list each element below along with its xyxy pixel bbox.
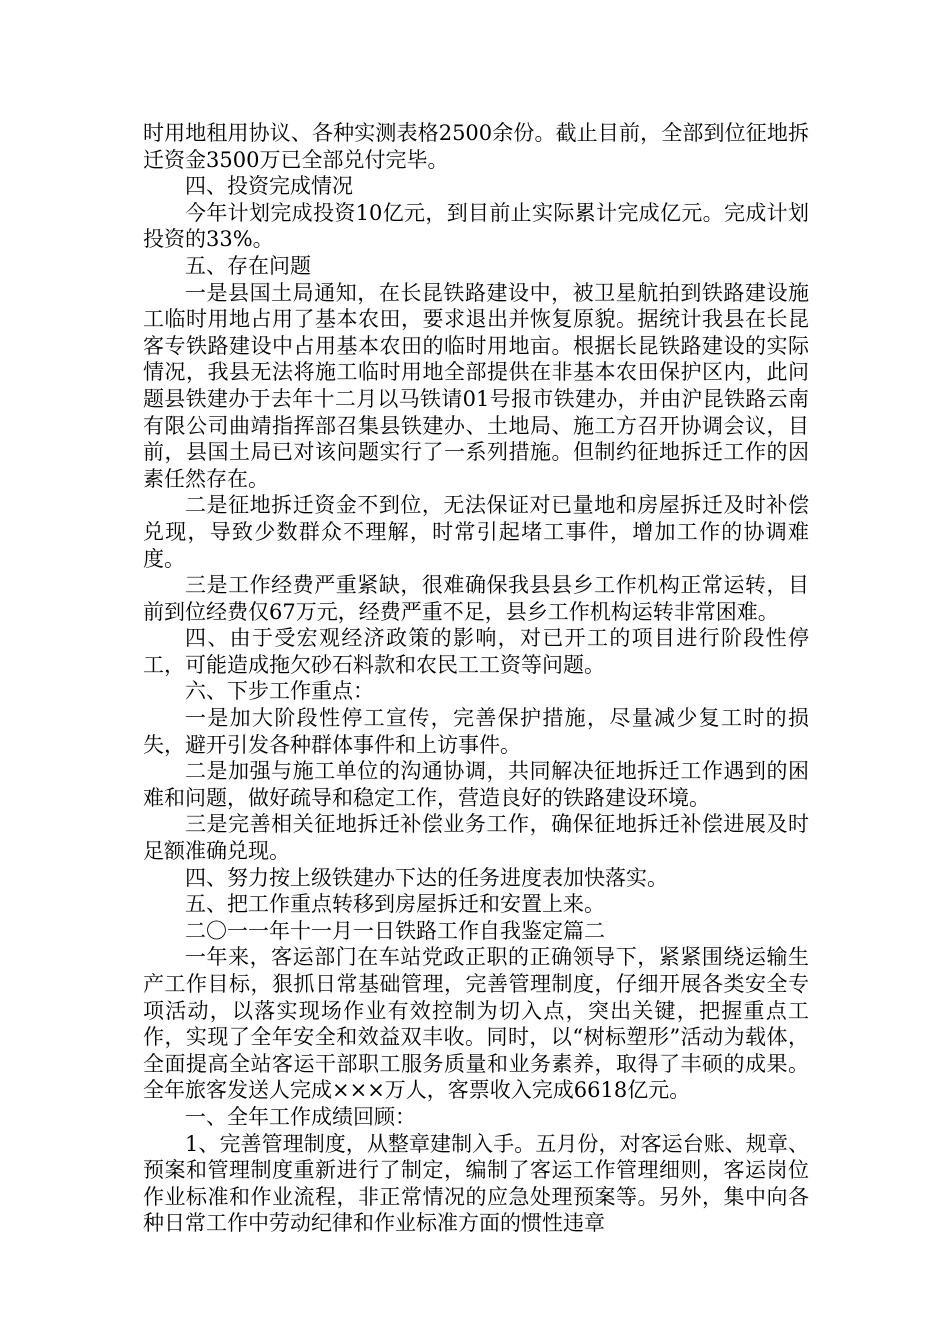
paragraph: 二是征地拆迁资金不到位，无法保证对已量地和房屋拆迁及时补偿兑现，导致少数群众不理解，时常引起堵工事件，增加工作的协调难度。	[143, 493, 809, 571]
paragraph: 一、全年工作成绩回顾：	[185, 1104, 416, 1129]
paragraph: 三是工作经费严重紧缺，很难确保我县县乡工作机构正常运转，目前到位经费仅67万元，经费严重不足，县乡工作机构运转非常困难。	[143, 573, 809, 624]
paragraph: 二是加强与施工单位的沟通协调，共同解决征地拆迁工作遇到的困难和问题，做好疏导和稳定工作，营造良好的铁路建设环境。	[143, 759, 809, 810]
paragraph: 一是加大阶段性停工宣传，完善保护措施，尽量减少复工时的损失，避开引发各种群体事件和上访事件。	[143, 706, 809, 757]
paragraph: 一年来，客运部门在车站党政正职的正确领导下，紧紧围绕运输生产工作目标，狠抓日常基础管理，完善管理制度，仔细开展各类安全专项活动，以落实现场作业有效控制为切入点，突出关键，把握重点工作，实现了全年安全和效益双丰收。同时，以“树标塑形”活动为载体，全面提高全站客运干部职工服务质量和业务素养，取得了丰硕的成果。全年旅客发送人完成×××万人，客票收入完成6618亿元。	[143, 945, 809, 1103]
paragraph: 四、投资完成情况	[185, 174, 353, 199]
paragraph: 四、由于受宏观经济政策的影响，对已开工的项目进行阶段性停工，可能造成拖欠砂石料款和农民工工资等问题。	[143, 626, 809, 677]
paragraph: 1、完善管理制度，从整章建制入手。五月份，对客运台账、规章、预案和管理制度重新进行了制定，编制了客运工作管理细则，客运岗位作业标准和作业流程，非正常情况的应急处理预案等。另外，集中向各种日常工作中劳动纪律和作业标准方面的惯性违章	[143, 1131, 809, 1236]
paragraph: 二〇一一年十一月一日铁路工作自我鉴定篇二	[185, 918, 605, 943]
document-page	[143, 120, 809, 1237]
paragraph: 今年计划完成投资10亿元，到目前止实际累计完成亿元。完成计划投资的33%。	[143, 200, 809, 252]
paragraph: 三是完善相关征地拆迁补偿业务工作，确保征地拆迁补偿进展及时足额准确兑现。	[143, 812, 809, 864]
paragraph: 六、下步工作重点：	[185, 679, 374, 704]
paragraph: 五、把工作重点转移到房屋拆迁和安置上来。	[185, 892, 605, 917]
paragraph: 时用地租用协议、各种实测表格2500余份。截止目前，全部到位征地拆迁资金3500万已全部兑付完毕。	[143, 121, 809, 172]
paragraph: 四、努力按上级铁建办下达的任务进度表加快落实。	[185, 865, 668, 890]
paragraph: 五、存在问题	[185, 253, 311, 278]
paragraph: 一是县国土局通知，在长昆铁路建设中，被卫星航拍到铁路建设施工临时用地占用了基本农田，要求退出并恢复原貌。据统计我县在长昆客专铁路建设中占用基本农田的临时用地亩。根据长昆铁路建设的实际情况，我县无法将施工临时用地全部提供在非基本农田保护区内，此问题县铁建办于去年十二月以马铁请01号报市铁建办，并由沪昆铁路云南有限公司曲靖指挥部召集县铁建办、土地局、施工方召开协调会议，目前，县国土局已对该问题实行了一系列措施。但制约征地拆迁工作的因素任然存在。	[143, 280, 809, 491]
